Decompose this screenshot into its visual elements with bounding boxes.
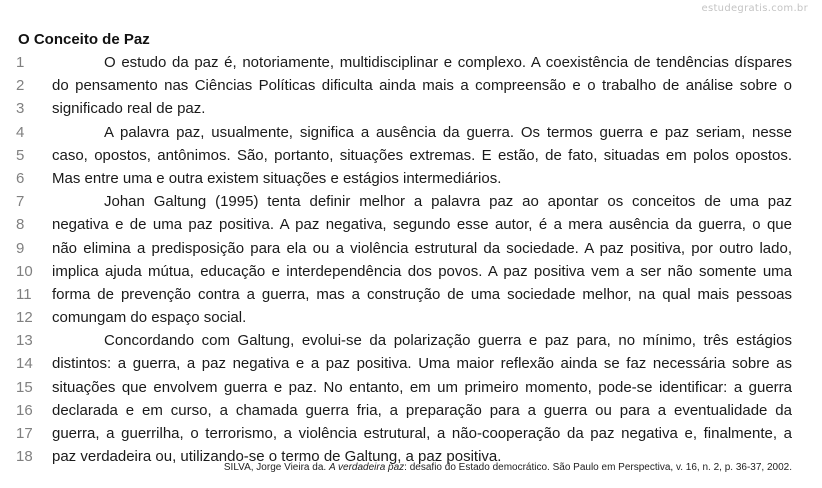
- line-text: declarada e em curso, a chamada guerra fria, a preparação para a guerra ou para a eventualidade da: [52, 401, 792, 419]
- text-line: [0, 306, 822, 329]
- line-number: 12: [16, 309, 33, 327]
- line-text: caso, opostos, antônimos. São, portanto, situações extremas. E estão, de fato, situadas em polos opostos.: [52, 146, 792, 164]
- line-text: negativa e de uma paz positiva. A paz negativa, segundo esse autor, é a mera ausência da guerra, o que: [52, 216, 792, 234]
- text-line: [0, 97, 822, 120]
- numbered-text-body: [0, 51, 822, 468]
- text-line: [0, 283, 822, 306]
- line-text: implica ajuda mútua, educação e interdependência dos povos. A paz positiva vem a ser não somente uma: [52, 262, 792, 280]
- text-line: [0, 190, 822, 213]
- text-line: [0, 144, 822, 167]
- line-number: 11: [16, 285, 32, 303]
- line-number: 4: [16, 123, 25, 141]
- text-line: [0, 51, 822, 74]
- line-number: 1: [16, 54, 25, 71]
- line-number: 13: [16, 332, 33, 350]
- line-number: 3: [16, 100, 25, 118]
- line-number: 10: [16, 262, 33, 280]
- line-number: 16: [16, 401, 33, 419]
- line-text: comungam do espaço social.: [52, 309, 247, 327]
- line-number: 17: [16, 425, 33, 442]
- line-number: 6: [16, 169, 25, 187]
- line-text: Johan Galtung (1995) tenta definir melhor a palavra paz ao apontar os conceitos de uma paz: [104, 193, 792, 211]
- text-line: [0, 376, 822, 399]
- line-text: Concordando com Galtung, evolui-se da polarização guerra e paz para, no mínimo, três estágios: [104, 332, 792, 350]
- line-text: paz verdadeira ou, utilizando-se o termo de Galtung, a paz positiva.: [52, 448, 502, 466]
- line-text: Mas entre uma e outra existem situações e estágios intermediários.: [52, 169, 502, 187]
- text-line: [0, 167, 822, 190]
- line-text: distintos: a guerra, a paz negativa e a paz positiva. Uma maior reflexão ainda se faz necessária sobre as: [52, 355, 792, 373]
- text-line: [0, 260, 822, 283]
- line-number: 7: [16, 193, 25, 211]
- line-text: guerra, a guerrilha, o terrorismo, a violência estrutural, a não-cooperação da paz negativa e, finalmente, a: [52, 425, 792, 442]
- line-number: 8: [16, 216, 25, 234]
- line-text: do pensamento nas Ciências Políticas dificulta ainda mais a compreensão e o trabalho de análise sobre o: [52, 77, 792, 95]
- text-line: [0, 74, 822, 97]
- line-number: 9: [16, 239, 25, 257]
- citation-work-title: A verdadeira paz: [328, 462, 405, 473]
- line-number: 18: [16, 448, 33, 466]
- line-text: A palavra paz, usualmente, significa a ausência da guerra. Os termos guerra e paz seriam, nesse: [104, 123, 792, 141]
- text-title: O Conceito de Paz: [18, 31, 150, 48]
- line-text: significado real de paz.: [52, 100, 206, 118]
- text-line: [0, 329, 822, 352]
- line-text: O estudo da paz é, notoriamente, multidisciplinar e complexo. A coexistência de tendências díspares: [104, 54, 792, 71]
- citation: [224, 462, 792, 473]
- site-watermark: estudegratis.com.br: [701, 3, 808, 14]
- text-line: [0, 352, 822, 375]
- text-line: [0, 237, 822, 260]
- line-number: 15: [16, 378, 33, 396]
- text-line: [0, 213, 822, 236]
- line-text: não elimina a predisposição para ela ou a violência estrutural da sociedade. A paz positiva, por outro lado,: [52, 239, 792, 257]
- line-text: forma de prevenção contra a guerra, mas a construção de uma sociedade melhor, na qual mais pessoas: [52, 285, 792, 303]
- text-line: [0, 121, 822, 144]
- citation-author: SILVA, Jorge Vieira da.: [223, 462, 329, 473]
- line-number: 14: [16, 355, 33, 373]
- text-line: [0, 399, 822, 422]
- line-number: 5: [16, 146, 25, 164]
- line-text: situações que envolvem guerra e paz. No entanto, em um primeiro momento, pode-se identificar: a guerra: [52, 378, 792, 396]
- line-number: 2: [16, 77, 25, 95]
- citation-details: : desafio do Estado democrático. São Paulo em Perspectiva, v. 16, n. 2, p. 36-37, 2002.: [404, 462, 792, 473]
- text-line: [0, 422, 822, 445]
